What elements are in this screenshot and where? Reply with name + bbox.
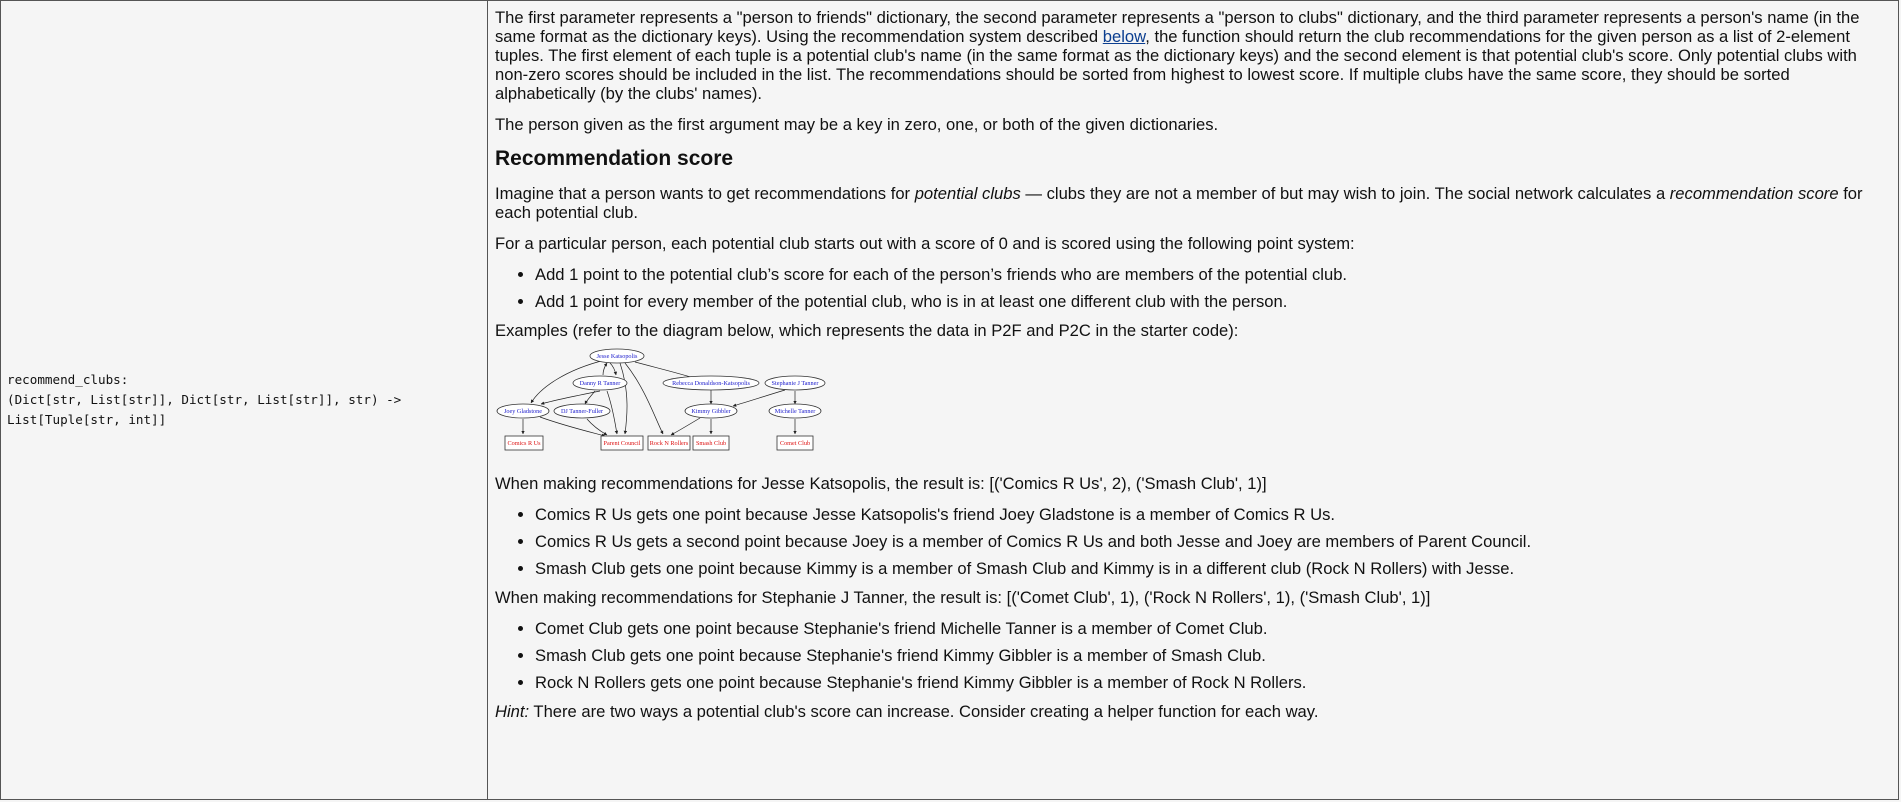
section-heading: Recommendation score [495,147,734,170]
examples-intro: Examples (refer to the diagram below, which represents the data in P2F and P2C in the starter code): [495,321,1239,340]
signature-line-3: List[Tuple[str, int]] [7,412,167,427]
hint-label: Hint: [495,702,530,721]
club-diagram [495,348,915,470]
intro-text-a: The first parameter represents a "person to friends" dictionary, the second parameter represents a "person to clubs" dictionary, and the third parameter represents a person's name (in the same format as the dictionary keys). Using the recommendation system described [495,8,1860,46]
node-rebecca [663,376,759,390]
edge-jesse-rock [625,363,663,434]
svg-text:Danny R Tanner: Danny R Tanner [579,380,621,387]
edge-jesse-parent [620,363,627,434]
intro-paragraph [495,8,1891,103]
svg-text:Comics R Us: Comics R Us [507,440,541,447]
description [495,8,1891,721]
svg-text:Smash Club: Smash Club [695,440,727,447]
edge-dj-parent [587,419,607,435]
intro-paragraph-2: The person given as the first argument may be a key in zero, one, or both of the given dictionaries. [495,115,1219,134]
signature-line-1: recommend_clubs: [7,372,129,387]
svg-text:DJ Tanner-Fuller: DJ Tanner-Fuller [560,408,604,415]
function-signature [7,370,481,430]
recommendation-score-term: recommendation score [1669,184,1839,203]
node-joey [497,404,549,418]
section-text-c: for each potential club. [495,184,1863,222]
example2-item: • Comet Club gets one point because Stephanie's friend Michelle Tanner is a member of Comet Club. [535,619,1891,638]
function-row [1,1,1899,800]
svg-text:Rock N Rollers: Rock N Rollers [649,440,689,447]
node-comet [777,436,813,450]
edge-jesse-danny [610,363,616,375]
svg-text:Michelle Tanner: Michelle Tanner [774,408,816,415]
section-text-a: Imagine that a person wants to get recommendations for [495,184,915,203]
signature-cell [1,1,488,800]
svg-text:Parent Council: Parent Council [603,440,641,447]
edge-stephanie-kimmy [733,390,785,406]
section-paragraph-1 [495,184,1891,222]
svg-text:Jesse Katsopolis: Jesse Katsopolis [596,353,638,360]
intro-text-b: , the function should return the club recommendations for the given person as a list of 2-element tuples. The first element of each tuple is a potential club's name (in the same format as the dictionary keys) and the second element is that potential club's score. Only potential clubs with non-zero scores should be included in the list. The recommendations should be sorted from highest to lowest score. If multiple clubs have the same score, they should be sorted alphabetically (by the clubs' names). [495,27,1857,103]
example1-item: • Smash Club gets one point because Kimmy is a member of Smash Club and Kimmy is in a different club (Rock N Rollers) with Jesse. [535,559,1891,578]
edge-kimmy-rock [671,418,700,435]
node-dj [554,404,610,418]
svg-text:Comet Club: Comet Club [779,440,811,447]
node-stephanie [765,376,825,390]
potential-clubs-term: potential clubs [914,184,1021,203]
rules-list [495,265,1891,311]
edge-danny-joey [541,391,600,404]
example1-item: • Comics R Us gets a second point because Joey is a member of Comics R Us and both Jesse and Joey are members of Parent Council. [535,532,1891,551]
example1-result: When making recommendations for Jesse Katsopolis, the result is: [('Comics R Us', 2), ('Smash Club', 1)] [495,474,1267,493]
example2-item: • Smash Club gets one point because Stephanie's friend Kimmy Gibbler is a member of Smash Club. [535,646,1891,665]
rule-item: • Add 1 point for every member of the potential club, who is in at least one different club with the person. [535,292,1891,311]
node-danny [573,376,627,390]
example1-list [495,505,1891,578]
node-kimmy [685,404,737,418]
hint-text: There are two ways a potential club's score can increase. Consider creating a helper function for each way. [529,702,1319,721]
below-link[interactable]: below [1102,27,1146,46]
example2-list [495,619,1891,692]
section-text-b: — clubs they are not a member of but may wish to join. The social network calculates a [1020,184,1670,203]
svg-text:Stephanie J Tanner: Stephanie J Tanner [771,380,819,387]
node-jesse [590,349,644,363]
hint-paragraph [495,702,1891,721]
example2-result: When making recommendations for Stephanie J Tanner, the result is: [('Comet Club', 1), ('Rock N Rollers', 1), ('Smash Club', 1)] [495,588,1431,607]
node-parent [601,436,643,450]
svg-text:Kimmy Gibbler: Kimmy Gibbler [691,408,731,415]
node-rock [648,436,690,450]
example1-item: • Comics R Us gets one point because Jesse Katsopolis's friend Joey Gladstone is a member of Comics R Us. [535,505,1891,524]
node-comics [505,436,543,450]
edge-danny-jesse [603,363,607,375]
example2-item: • Rock N Rollers gets one point because Stephanie's friend Kimmy Gibbler is a member of Rock N Rollers. [535,673,1891,692]
node-smash [693,436,729,450]
description-cell [488,1,1899,800]
node-michelle [769,404,821,418]
svg-text:Joey Gladstone: Joey Gladstone [504,408,542,415]
svg-text:Rebecca Donaldson-Katsopolis: Rebecca Donaldson-Katsopolis [672,380,750,387]
signature-line-2: (Dict[str, List[str]], Dict[str, List[str]], str) -> [7,392,402,407]
edge-joey-parent [540,417,605,436]
section-paragraph-2: For a particular person, each potential club starts out with a score of 0 and is scored using the following point system: [495,234,1355,253]
rule-item: • Add 1 point to the potential club’s score for each of the person’s friends who are members of the potential club. [535,265,1891,284]
